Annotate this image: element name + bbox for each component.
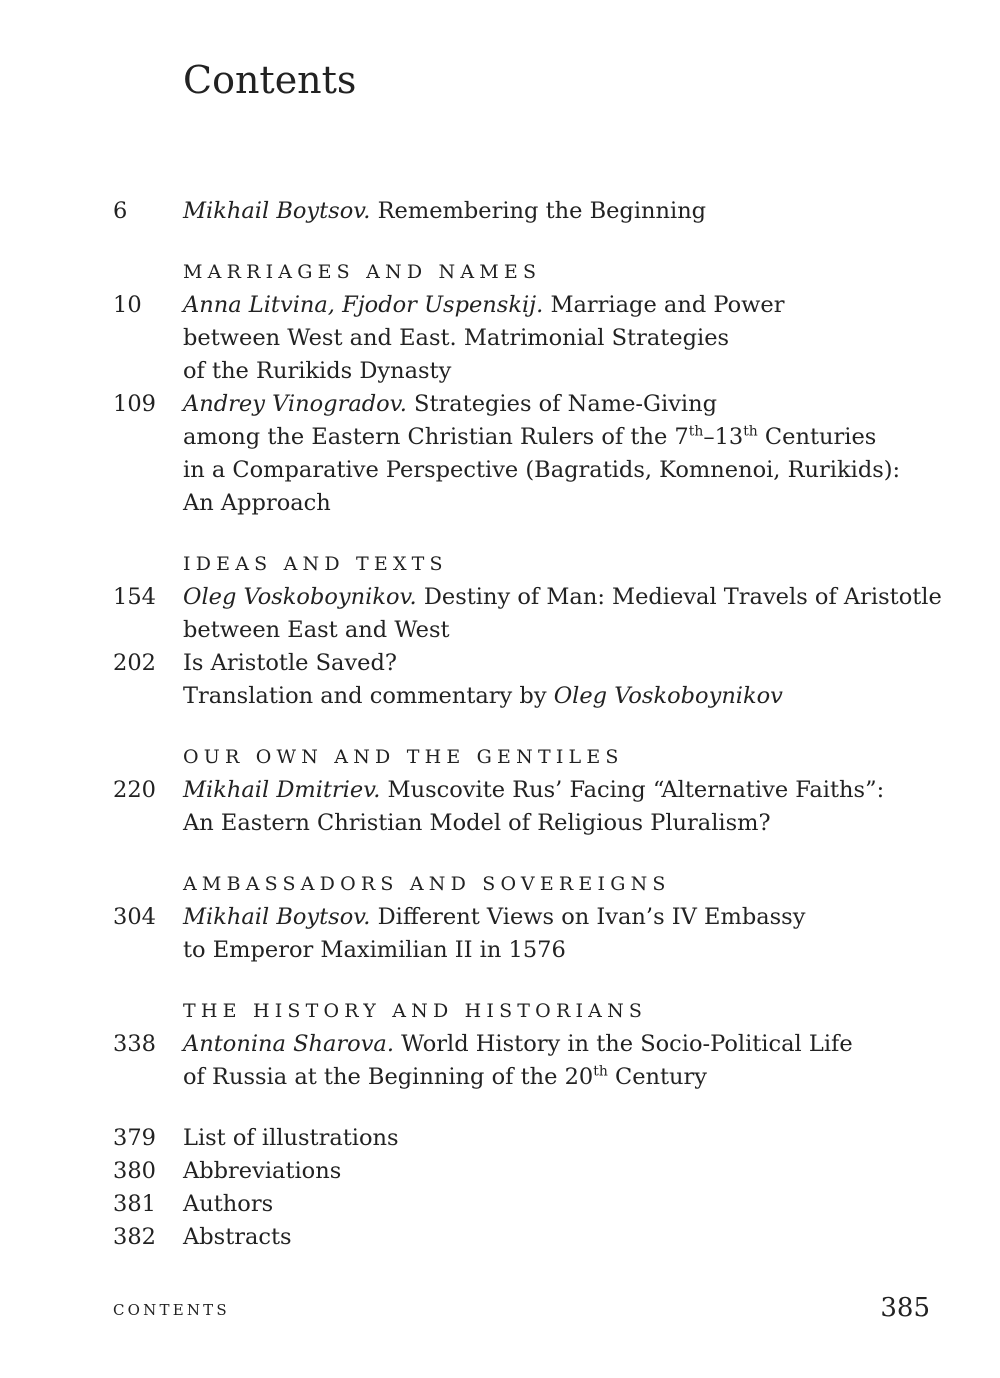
toc-entry-title: Different Views on Ivan’s IV Embassy <box>370 904 806 930</box>
toc-entry-line <box>183 581 943 614</box>
toc-entry-title: Abstracts <box>183 1224 292 1250</box>
toc-entry-line: between West and East. Matrimonial Strategies <box>183 325 730 351</box>
toc-entry <box>0 195 1000 228</box>
toc-page-number: 6 <box>113 198 128 224</box>
toc-entry-title: Authors <box>183 1191 274 1217</box>
toc-entry-title: List of illustrations <box>183 1125 399 1151</box>
toc-page-number: 220 <box>113 777 156 803</box>
section-heading: OUR OWN AND THE GENTILES <box>183 746 624 768</box>
toc-page-number: 304 <box>113 904 156 930</box>
page-title: Contents <box>183 58 357 102</box>
toc-entry <box>0 1122 1000 1155</box>
toc-entry-line: Translation and commentary by Oleg Voskoboynikov <box>183 683 783 709</box>
toc-entry-title: Muscovite Rus’ Facing “Alternative Faiths”: <box>380 777 885 803</box>
running-head: CONTENTS <box>113 1301 230 1319</box>
toc-entry <box>0 289 1000 388</box>
toc-entry <box>0 1155 1000 1188</box>
toc-entry-line: of Russia at the Beginning of the 20th Century <box>183 1063 708 1090</box>
toc-entry <box>0 581 1000 647</box>
toc-entry-line <box>183 1028 943 1061</box>
toc-entry-title: World History in the Socio-Political Life <box>393 1031 853 1057</box>
toc-entry-author: Oleg Voskoboynikov. <box>183 584 417 610</box>
toc-entry-author: Mikhail Dmitriev. <box>183 777 381 803</box>
toc-entry <box>0 1221 1000 1254</box>
back-matter-list <box>0 1122 1000 1254</box>
toc-entry <box>0 388 1000 520</box>
toc-entry-line: An Eastern Christian Model of Religious Pluralism? <box>183 810 771 836</box>
toc-page-number: 202 <box>113 650 156 676</box>
toc-entry-line <box>183 774 943 807</box>
section-heading: MARRIAGES AND NAMES <box>183 261 542 283</box>
toc-entry-line: among the Eastern Christian Rulers of the 7th–13th Centuries <box>183 423 877 450</box>
toc-entry-title: Abbreviations <box>183 1158 342 1184</box>
toc-entry-author: Andrey Vinogradov. <box>183 391 407 417</box>
toc-entry-line: of the Rurikids Dynasty <box>183 358 452 384</box>
toc-entry-author: Mikhail Boytsov. <box>183 198 371 224</box>
toc-entry-line: in a Comparative Perspective (Bagratids, Komnenoi, Rurikids): <box>183 457 901 483</box>
toc-page-number: 382 <box>113 1224 156 1250</box>
toc-entry-line <box>183 289 943 322</box>
section-heading: THE HISTORY AND HISTORIANS <box>183 1000 648 1022</box>
table-of-contents <box>0 195 1000 1254</box>
toc-entry-line: Is Aristotle Saved? <box>183 650 397 676</box>
toc-page-number: 10 <box>113 292 142 318</box>
toc-entry <box>0 1028 1000 1094</box>
toc-page-number: 338 <box>113 1031 156 1057</box>
section-heading: IDEAS AND TEXTS <box>183 553 448 575</box>
toc-entry-author: Mikhail Boytsov. <box>183 904 371 930</box>
toc-page-number: 380 <box>113 1158 156 1184</box>
toc-entry-title: Destiny of Man: Medieval Travels of Aristotle <box>416 584 942 610</box>
toc-entry-author: Antonina Sharova. <box>183 1031 394 1057</box>
toc-entry-title: Marriage and Power <box>543 292 785 318</box>
toc-entry <box>0 901 1000 967</box>
toc-entry-line: between East and West <box>183 617 450 643</box>
toc-entry-line <box>183 388 943 421</box>
toc-page-number: 381 <box>113 1191 156 1217</box>
section-heading: AMBASSADORS AND SOVEREIGNS <box>183 873 671 895</box>
page-number: 385 <box>880 1293 930 1323</box>
toc-page-number: 379 <box>113 1125 156 1151</box>
toc-entry-line <box>183 195 943 228</box>
toc-page-number: 154 <box>113 584 156 610</box>
toc-entry-title: Strategies of Name-Giving <box>406 391 717 417</box>
toc-page-number: 109 <box>113 391 156 417</box>
toc-entry-line: An Approach <box>183 490 331 516</box>
toc-entry <box>0 647 1000 713</box>
toc-entry <box>0 1188 1000 1221</box>
toc-entry-title: Remembering the Beginning <box>370 198 707 224</box>
toc-entry-line <box>183 901 943 934</box>
toc-entry <box>0 774 1000 840</box>
toc-entry-author: Anna Litvina, Fjodor Uspenskij. <box>183 292 544 318</box>
toc-entry-line: to Emperor Maximilian II in 1576 <box>183 937 566 963</box>
